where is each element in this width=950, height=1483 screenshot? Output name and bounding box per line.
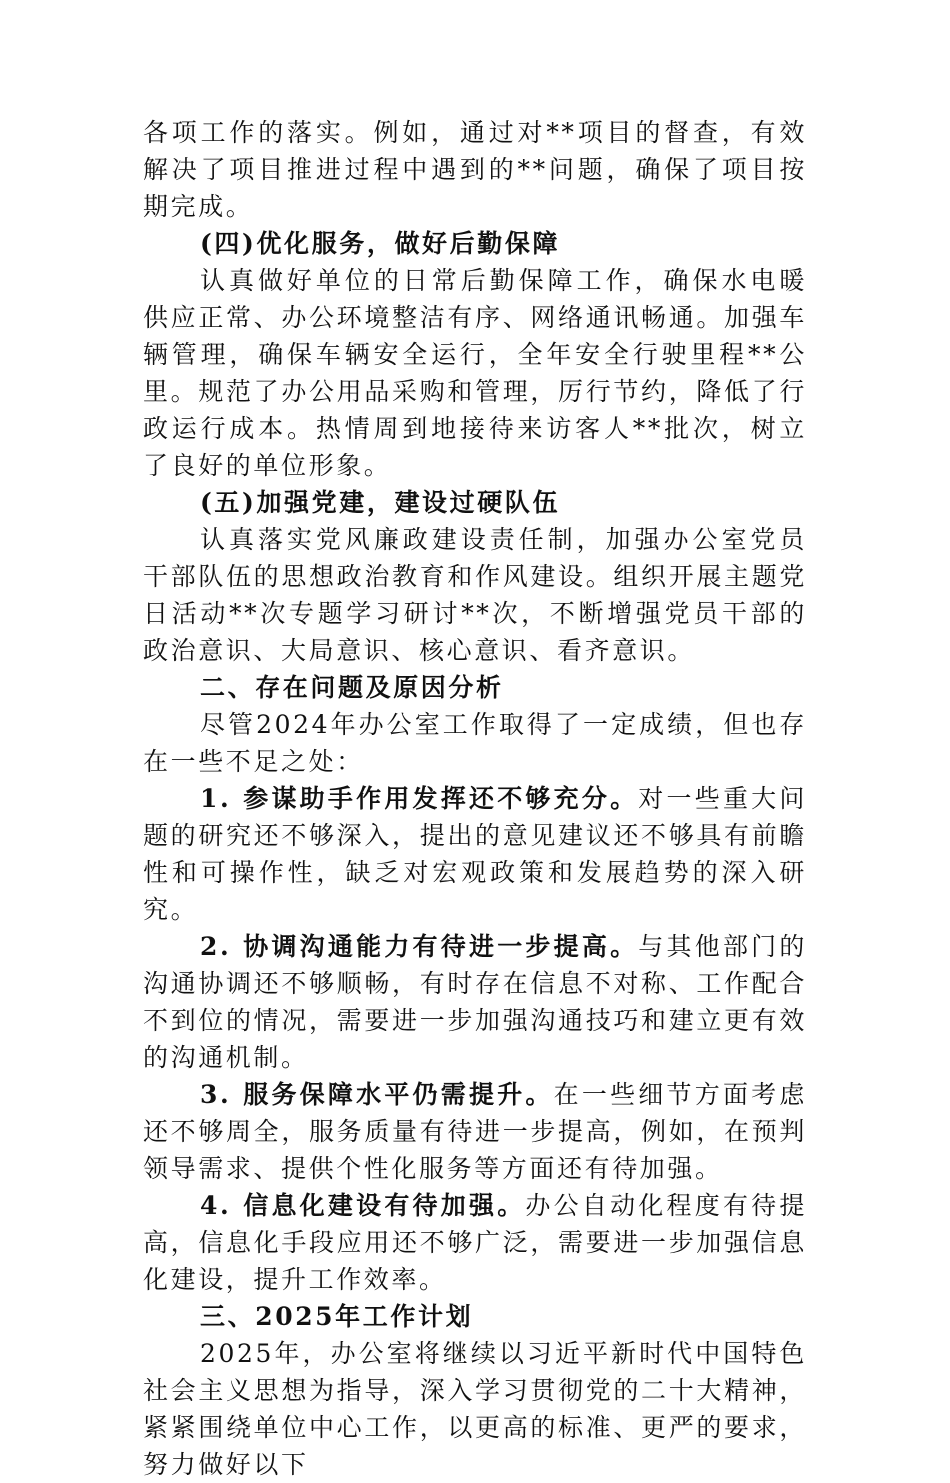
numbered-item-4 xyxy=(143,1187,807,1298)
numbered-item-4-lead: 4. 信息化建设有待加强。 xyxy=(200,1191,526,1220)
document-body xyxy=(143,114,807,1483)
numbered-item-1-text: 对一些重大问题的研究还不够深入，提出的意见建议还不够具有前瞻性和可操作性，缺乏对宏观政策和发展趋势的深入研究。 xyxy=(143,784,807,924)
chapter-heading-plan: 三、2025年工作计划 xyxy=(200,1302,474,1331)
paragraph-problems-intro: 尽管2024年办公室工作取得了一定成绩，但也存在一些不足之处： xyxy=(143,710,807,776)
numbered-item-3-lead: 3. 服务保障水平仍需提升。 xyxy=(200,1080,554,1109)
numbered-item-2-lead: 2. 协调沟通能力有待进一步提高。 xyxy=(200,932,639,961)
numbered-item-3-text: 在一些细节方面考虑还不够周全，服务质量有待进一步提高，例如，在预判领导需求、提供个性化服务等方面还有待加强。 xyxy=(143,1080,807,1183)
paragraph-continuation: 各项工作的落实。例如，通过对**项目的督查，有效解决了项目推进过程中遇到的**问题，确保了项目按期完成。 xyxy=(143,118,807,221)
paragraph-plan-intro: 2025年，办公室将继续以习近平新时代中国特色社会主义思想为指导，深入学习贯彻党的二十大精神，紧紧围绕单位中心工作，以更高的标准、更严的要求，努力做好以下 xyxy=(143,1339,807,1479)
chapter-heading-problems: 二、存在问题及原因分析 xyxy=(200,673,504,702)
numbered-item-2 xyxy=(143,928,807,1076)
section-heading-5: (五)加强党建，建设过硬队伍 xyxy=(200,488,561,517)
paragraph-party-building: 认真落实党风廉政建设责任制，加强办公室党员干部队伍的思想政治教育和作风建设。组织开展主题党日活动**次专题学习研讨**次，不断增强党员干部的政治意识、大局意识、核心意识、看齐意识。 xyxy=(143,525,807,665)
numbered-item-2-text: 与其他部门的沟通协调还不够顺畅，有时存在信息不对称、工作配合不到位的情况，需要进一步加强沟通技巧和建立更有效的沟通机制。 xyxy=(143,932,807,1072)
numbered-item-3 xyxy=(143,1076,807,1187)
numbered-item-1 xyxy=(143,780,807,928)
section-heading-4: (四)优化服务，做好后勤保障 xyxy=(200,229,561,258)
numbered-item-1-lead: 1. 参谋助手作用发挥还不够充分。 xyxy=(200,784,639,813)
paragraph-logistics: 认真做好单位的日常后勤保障工作，确保水电暖供应正常、办公环境整洁有序、网络通讯畅通。加强车辆管理，确保车辆安全运行，全年安全行驶里程**公里。规范了办公用品采购和管理，厉行节约，降低了行政运行成本。热情周到地接待来访客人**批次，树立了良好的单位形象。 xyxy=(143,266,807,480)
numbered-item-4-text: 办公自动化程度有待提高，信息化手段应用还不够广泛，需要进一步加强信息化建设，提升工作效率。 xyxy=(143,1191,807,1294)
